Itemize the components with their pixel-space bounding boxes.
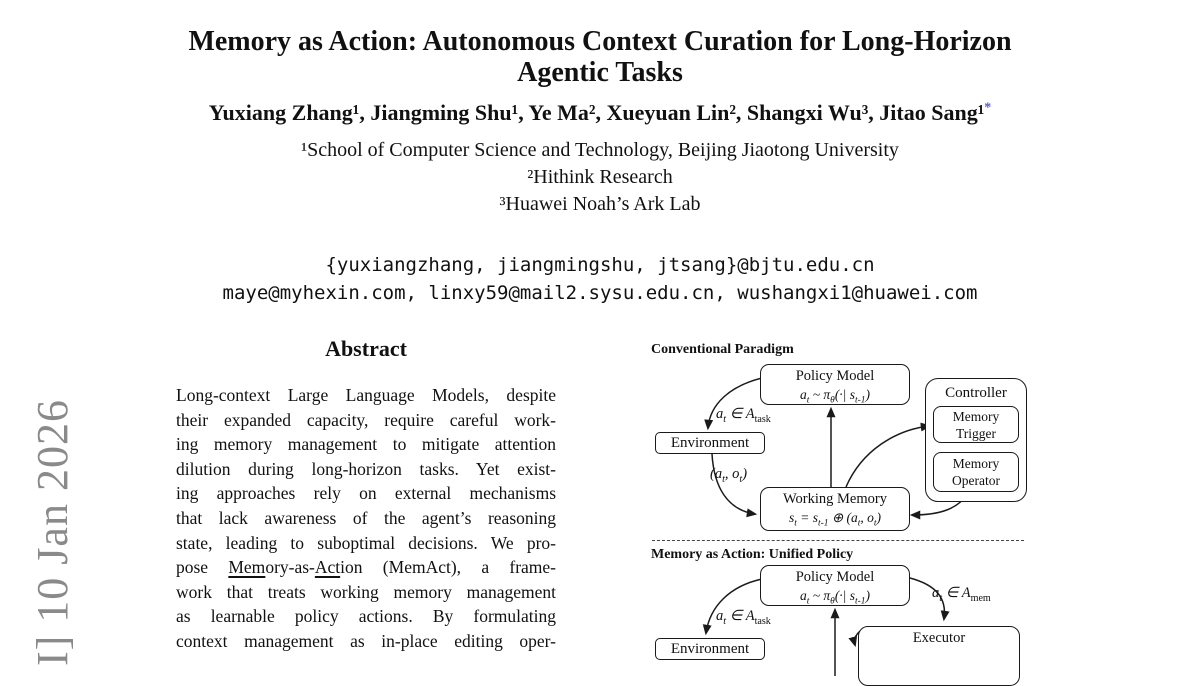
underlined-text: Mem — [228, 557, 266, 578]
executor-box — [858, 626, 1020, 686]
email-block — [0, 251, 1200, 307]
abstract-line: their expanded capacity, require careful work- — [176, 409, 556, 430]
figure-bottom-heading: Memory as Action: Unified Policy — [651, 547, 854, 562]
text: ory-as- — [265, 557, 315, 578]
arrow-working-memory-to-memory-trigger — [846, 426, 929, 487]
policy-model-box-top — [760, 364, 910, 405]
policy-model-box-bottom — [760, 565, 910, 606]
abstract-line: ing approaches rely on external mechanisms — [176, 483, 556, 504]
affiliation-3: ³Huawei Noah’s Ark Lab — [499, 193, 701, 215]
working-memory-label: Working Memory — [783, 491, 887, 507]
author-names: Yuxiang Zhang¹, Jiangming Shu¹, Ye Ma², Xueyuan Lin², Shangxi Wu³, Jitao Sang¹ — [208, 100, 985, 125]
abstract-line — [176, 555, 556, 580]
label-memory-action: $a_t$ ∈ $A_{mem}$ — [932, 585, 991, 604]
memory-operator-box — [933, 452, 1019, 492]
author-asterisk: * — [984, 100, 992, 116]
memory-trigger-label: Memory Trigger — [952, 408, 1000, 441]
environment-label-bottom: Environment — [670, 641, 750, 657]
policy-model-label: Policy Model — [795, 368, 875, 384]
author-line — [0, 100, 1200, 126]
memory-trigger-box — [933, 406, 1019, 443]
policy-model-label-2: Policy Model — [795, 569, 875, 585]
label-task-action-bottom: $a_t$ ∈ $A_{task}$ — [716, 608, 771, 627]
figure-1 — [650, 338, 1130, 678]
policy-model-equation: $a_t$ ~ $\pi_\theta(\cdot|$ $s_{t-1}$) — [799, 387, 871, 406]
abstract-line: that lack awareness of the agent’s reasoning — [176, 507, 556, 528]
executor-label: Executor — [912, 630, 966, 646]
abstract-line: dilution during long-horizon tasks. Yet exist- — [176, 458, 556, 479]
abstract-line: work that treats working memory management — [176, 581, 556, 602]
label-task-action-top: $a_t$ ∈ $A_{task}$ — [716, 406, 771, 425]
environment-box-bottom — [655, 638, 765, 660]
working-memory-box — [760, 487, 910, 531]
underlined-text: Act — [314, 557, 341, 578]
email-line-1: {yuxiangzhang, jiangmingshu, jtsang}@bjtu.edu.cn — [325, 254, 875, 276]
abstract-line: context management as in-place editing oper- — [176, 630, 556, 651]
abstract-line: Long-context Large Language Models, despite — [176, 385, 556, 405]
working-memory-equation: $s_t = s_{t-1}$ ⊕ ($a_t$, $o_t$) — [788, 510, 882, 529]
email-line-2: maye@myhexin.com, linxy59@mail2.sysu.edu.cn, wushangxi1@huawei.com — [222, 282, 978, 304]
memory-operator-label: Memory Operator — [952, 456, 1000, 488]
arxiv-sidebar-text: I] 10 Jan 2026 — [28, 399, 77, 666]
environment-box-top — [655, 432, 765, 454]
abstract-section — [176, 336, 556, 654]
paper-title — [0, 26, 1200, 88]
environment-label-top: Environment — [670, 435, 750, 451]
label-action-observation: ($a_t$, $o_t$) — [710, 466, 748, 485]
figure-top-heading: Conventional Paradigm — [651, 342, 794, 357]
abstract-line: ing memory management to mitigate attention — [176, 434, 556, 455]
affiliation-1: ¹School of Computer Science and Technology, Beijing Jiaotong University — [301, 139, 899, 161]
abstract-line: state, leading to suboptimal decisions. We pro- — [176, 532, 556, 553]
controller-label: Controller — [945, 385, 1007, 401]
abstract-line: as learnable policy actions. By formulating — [176, 606, 556, 627]
policy-model-equation-2: $a_t$ ~ $\pi_\theta(\cdot|$ $s_{t-1}$) — [799, 588, 871, 607]
abstract-body — [176, 383, 556, 654]
paper-title-line1: Memory as Action: Autonomous Context Curation for Long-Horizon — [188, 26, 1012, 57]
abstract-heading: Abstract — [325, 336, 407, 361]
affiliation-2: ²Hithink Research — [527, 166, 673, 188]
figure-divider — [652, 540, 1024, 541]
paper-title-line2: Agentic Tasks — [517, 57, 683, 88]
affiliations — [0, 137, 1200, 218]
text: pose — [176, 557, 229, 578]
text: ion (MemAct), a frame- — [340, 557, 556, 578]
